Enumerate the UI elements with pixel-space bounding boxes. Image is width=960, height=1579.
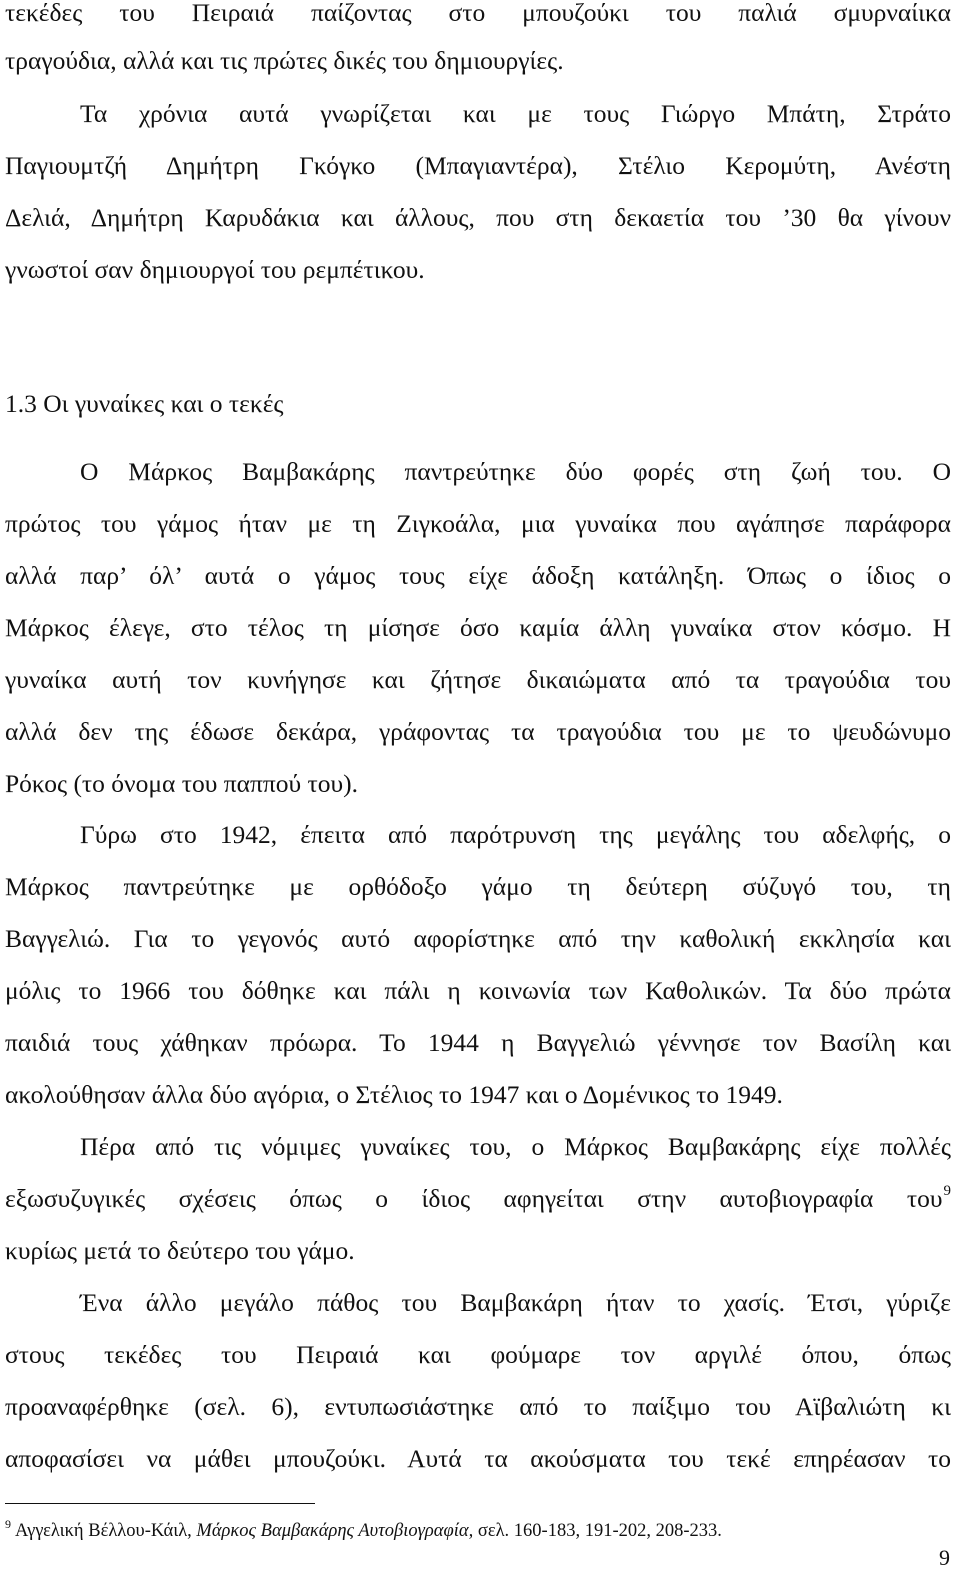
text-line: αλλά δεν της έδωσε δεκάρα, γράφοντας τα τραγούδια του με το ψευδώνυμο xyxy=(5,717,951,746)
text-line: Δελιά, Δημήτρη Καρυδάκια και άλλους, που στη δεκαετία του ’30 θα γίνουν xyxy=(5,203,951,232)
page-number: 9 xyxy=(939,1545,950,1570)
text-line: Ρόκος (το όνομα του παππού του). xyxy=(5,769,358,798)
footnote-reference: 9 xyxy=(943,1183,951,1199)
text-line: παιδιά τους χάθηκαν πρόωρα. Το 1944 η Βαγγελιώ γέννησε τον Βασίλη και xyxy=(5,1028,951,1057)
text-line: γνωστοί σαν δημιουργοί του ρεμπέτικου. xyxy=(5,255,425,284)
text-line: αλλά παρ’ όλ’ αυτά ο γάμος τους είχε άδοξη κατάληξη. Όπως ο ίδιος ο xyxy=(5,561,951,590)
text-line: Πέρα από τις νόμιμες γυναίκες του, ο Μάρκος Βαμβακάρης είχε πολλές xyxy=(80,1132,951,1161)
text-line: Ο Μάρκος Βαμβακάρης παντρεύτηκε δύο φορές στη ζωή του. Ο xyxy=(80,457,951,486)
footnote-author: Αγγελική Βέλλου-Κάιλ, xyxy=(15,1521,197,1541)
text-line: πρώτος του γάμος ήταν με τη Ζιγκοάλα, μια γυναίκα που αγάπησε παράφορα xyxy=(5,509,951,538)
footnote-title: Μάρκος Βαμβακάρης Αυτοβιογραφία, xyxy=(196,1521,474,1541)
text-line: αποφασίσει να μάθει μπουζούκι. Αυτά τα ακούσματα του τεκέ επηρέασαν το xyxy=(5,1444,951,1473)
text-line: Μάρκος έλεγε, στο τέλος τη μίσησε όσο καμία άλλη γυναίκα στον κόσμο. Η xyxy=(5,613,951,642)
footnote xyxy=(5,1519,945,1544)
text-line: Τα χρόνια αυτά γνωρίζεται και με τους Γιώργο Μπάτη, Στράτο xyxy=(80,99,951,128)
footnote-divider xyxy=(5,1503,315,1504)
text-line: Παγιουμτζή Δημήτρη Γκόγκο (Μπαγιαντέρα), Στέλιο Κερομύτη, Ανέστη xyxy=(5,151,951,180)
text-line: γυναίκα αυτή τον κυνήγησε και ζήτησε δικαιώματα από τα τραγούδια του xyxy=(5,665,951,694)
text-line: ακολούθησαν άλλα δύο αγόρια, ο Στέλιος το 1947 και ο Δομένικος το 1949. xyxy=(5,1080,783,1109)
text-line: Γύρω στο 1942, έπειτα από παρότρυνση της μεγάλης του αδελφής, ο xyxy=(80,820,951,849)
text-line: Μάρκος παντρεύτηκε με ορθόδοξο γάμο τη δεύτερη σύζυγό του, τη xyxy=(5,872,951,901)
text-line: κυρίως μετά το δεύτερο του γάμο. xyxy=(5,1236,355,1265)
text-line: τεκέδες του Πειραιά παίζοντας στο μπουζούκι του παλιά σμυρναίικα xyxy=(5,0,951,27)
text-line: Ένα άλλο μεγάλο πάθος του Βαμβακάρη ήταν το χασίς. Έτσι, γύριζε xyxy=(80,1288,951,1317)
footnote-number: 9 xyxy=(5,1517,11,1531)
text-line: προαναφέρθηκε (σελ. 6), εντυπωσιάστηκε από το παίξιμο του Αϊβαλιώτη κι xyxy=(5,1392,951,1421)
section-heading: 1.3 Οι γυναίκες και ο τεκές xyxy=(5,389,284,418)
text-line xyxy=(5,1183,951,1219)
text-span: εξωσυζυγικές σχέσεις όπως ο ίδιος αφηγείται στην αυτοβιογραφία του xyxy=(5,1184,943,1213)
text-line: μόλις το 1966 του δόθηκε και πάλι η κοινωνία των Καθολικών. Τα δύο πρώτα xyxy=(5,976,951,1005)
text-line: Βαγγελιώ. Για το γεγονός αυτό αφορίστηκε από την καθολική εκκλησία και xyxy=(5,924,951,953)
footnote-pages: σελ. 160-183, 191-202, 208-233. xyxy=(473,1521,722,1541)
text-line: στους τεκέδες του Πειραιά και φούμαρε τον αργιλέ όπου, όπως xyxy=(5,1340,951,1369)
text-line: τραγούδια, αλλά και τις πρώτες δικές του δημιουργίες. xyxy=(5,46,564,75)
